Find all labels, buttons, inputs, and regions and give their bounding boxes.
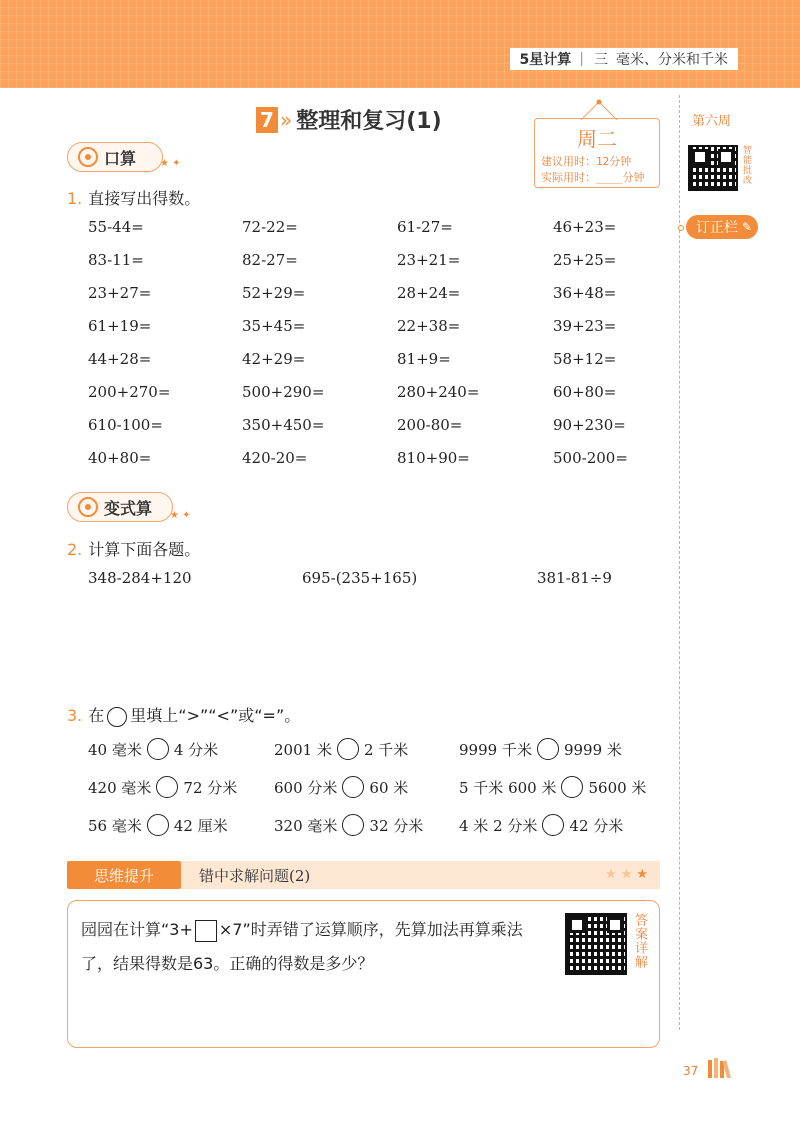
book-name: 5星计算	[519, 52, 572, 68]
calc-item: 55-44=	[88, 218, 144, 236]
calc-item: 44+28=	[88, 350, 152, 368]
difficulty-stars: ★★★	[605, 867, 652, 882]
blank-box	[195, 920, 217, 942]
calc-item: 60+80=	[553, 383, 617, 401]
calc-item: 25+25=	[553, 251, 617, 269]
compare-right: 72 分米	[183, 778, 238, 797]
compare-right: 9999 米	[563, 740, 622, 759]
section-label: 变式算	[104, 498, 153, 518]
breadcrumb-separator: |	[579, 51, 584, 67]
question-1	[67, 186, 200, 209]
star-icon: ★ ✦	[160, 158, 181, 169]
problem-1: 348-284+120	[88, 569, 192, 587]
answer-circle[interactable]	[337, 738, 359, 760]
calc-item: 23+27=	[88, 284, 152, 302]
compare-item	[459, 776, 646, 798]
calc-item: 52+29=	[242, 284, 306, 302]
section-oral-calc	[67, 142, 163, 172]
compare-right: 2 千米	[363, 740, 409, 759]
answer-circle[interactable]	[561, 776, 583, 798]
compare-left: 320 毫米	[274, 816, 338, 835]
calc-item: 610-100=	[88, 416, 163, 434]
calc-item: 200+270=	[88, 383, 171, 401]
correction-column-label	[686, 215, 758, 239]
compare-item	[88, 814, 228, 836]
hanger-icon	[579, 99, 619, 121]
chevron-icon: »	[280, 107, 293, 132]
calc-item: 72-22=	[242, 218, 298, 236]
calc-item: 22+38=	[397, 317, 461, 335]
compare-item	[88, 776, 237, 798]
question-2	[67, 537, 200, 560]
problem-text-a: 园园在计算“3+	[81, 920, 193, 939]
thinking-label: 思维提升	[67, 861, 181, 889]
answer-caption: 答案详解	[632, 913, 647, 969]
calc-item: 90+230=	[553, 416, 626, 434]
breadcrumb	[510, 48, 738, 70]
compare-right: 42 厘米	[173, 816, 228, 835]
qr-code-icon[interactable]	[688, 145, 738, 191]
calc-item: 40+80=	[88, 449, 152, 467]
circle-icon	[107, 707, 127, 727]
compare-right: 42 分米	[569, 816, 624, 835]
calc-item: 83-11=	[88, 251, 144, 269]
compare-left: 600 分米	[274, 778, 338, 797]
section-variant-calc	[67, 492, 173, 522]
calc-item: 61+19=	[88, 317, 152, 335]
compare-right: 32 分米	[369, 816, 424, 835]
compare-right: 60 米	[369, 778, 409, 797]
calc-item: 42+29=	[242, 350, 306, 368]
compare-item	[274, 776, 408, 798]
stopwatch-icon	[78, 147, 98, 167]
compare-left: 9999 千米	[459, 740, 532, 759]
lesson-heading: 整理和复习(1)	[296, 109, 442, 134]
calc-item: 35+45=	[242, 317, 306, 335]
question-text: 计算下面各题。	[88, 540, 201, 559]
compare-item	[274, 738, 408, 760]
books-icon	[706, 1058, 736, 1078]
calc-item: 500-200=	[553, 449, 628, 467]
calc-item: 82-27=	[242, 251, 298, 269]
lesson-title	[256, 104, 442, 135]
question-3	[67, 703, 300, 727]
answer-circle[interactable]	[342, 814, 364, 836]
compare-item	[459, 738, 622, 760]
lesson-number: 7	[256, 107, 278, 133]
unit-title: 毫米、分米和千米	[616, 52, 728, 68]
problem-text-b: ×7”时弄错了运算顺序，先算加法再算乘法了，结果得数是63。正确的得数是多少？	[81, 920, 523, 973]
answer-circle[interactable]	[147, 814, 169, 836]
answer-circle[interactable]	[537, 738, 559, 760]
compare-left: 2001 米	[274, 740, 332, 759]
suggested-time: 建议用时：12分钟	[541, 155, 632, 168]
compare-left: 56 毫米	[88, 816, 142, 835]
header-bar	[0, 0, 800, 88]
answer-qr-icon[interactable]	[565, 913, 627, 975]
calc-item: 810+90=	[397, 449, 470, 467]
compare-left: 4 米 2 分米	[459, 816, 538, 835]
answer-circle[interactable]	[542, 814, 564, 836]
answer-circle[interactable]	[147, 738, 169, 760]
compare-right: 4 分米	[173, 740, 219, 759]
problem-3: 381-81÷9	[537, 569, 612, 587]
problem-text	[81, 913, 551, 981]
target-icon	[78, 497, 98, 517]
calc-item: 46+23=	[553, 218, 617, 236]
problem-box	[67, 900, 660, 1048]
compare-left: 40 毫米	[88, 740, 142, 759]
compare-right: 5600 米	[588, 778, 647, 797]
day-card	[534, 118, 660, 188]
day-label: 周二	[577, 127, 617, 151]
unit-prefix: 三	[594, 52, 608, 68]
question-number: 3.	[67, 706, 83, 725]
qr-caption: 智能批改	[741, 145, 751, 185]
compare-item	[88, 738, 218, 760]
week-label: 第六周	[692, 114, 732, 129]
calc-item: 81+9=	[397, 350, 451, 368]
page-number: 37	[683, 1064, 699, 1078]
question-number: 1.	[67, 189, 83, 208]
section-label: 口算	[104, 148, 137, 168]
calc-item: 58+12=	[553, 350, 617, 368]
calc-item: 200-80=	[397, 416, 463, 434]
answer-circle[interactable]	[156, 776, 178, 798]
calc-item: 500+290=	[242, 383, 325, 401]
compare-left: 420 毫米	[88, 778, 152, 797]
margin-divider	[679, 95, 680, 1030]
calc-item: 39+23=	[553, 317, 617, 335]
calc-item: 420-20=	[242, 449, 308, 467]
thinking-bar	[67, 861, 660, 889]
calc-item: 280+240=	[397, 383, 480, 401]
question-text-post: 里填上“>”“<”或“=”。	[130, 706, 301, 725]
star-icon: ★ ✦	[170, 510, 191, 521]
bullet-icon	[678, 225, 684, 231]
compare-item	[459, 814, 623, 836]
thinking-topic-bar	[181, 861, 660, 889]
question-number: 2.	[67, 540, 83, 559]
pencil-icon: ✎	[742, 220, 753, 234]
calc-item: 23+21=	[397, 251, 461, 269]
correction-text: 订正栏	[696, 220, 738, 236]
thinking-topic: 错中求解问题(2)	[199, 866, 311, 885]
question-text-pre: 在	[88, 706, 105, 725]
compare-item	[274, 814, 423, 836]
calc-item: 61-27=	[397, 218, 453, 236]
compare-left: 5 千米 600 米	[459, 778, 557, 797]
problem-2: 695-(235+165)	[302, 569, 418, 587]
calc-item: 350+450=	[242, 416, 325, 434]
question-text: 直接写出得数。	[88, 189, 201, 208]
calc-item: 36+48=	[553, 284, 617, 302]
actual-time: 实际用时：____分钟	[541, 171, 645, 184]
calc-item: 28+24=	[397, 284, 461, 302]
answer-circle[interactable]	[342, 776, 364, 798]
